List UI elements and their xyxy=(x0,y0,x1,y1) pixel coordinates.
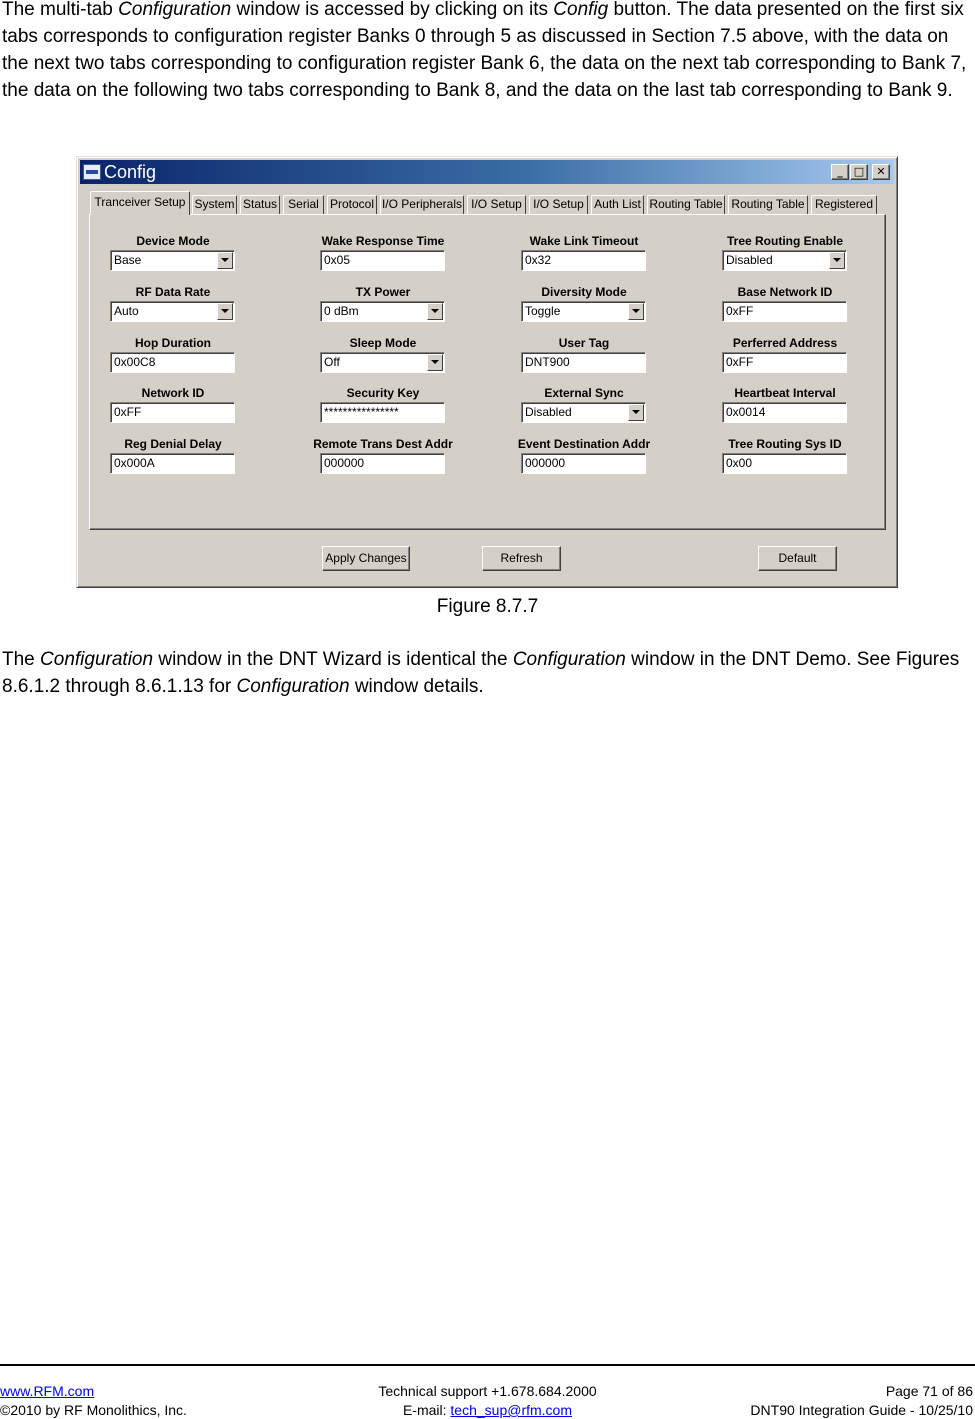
email-link[interactable]: tech_sup@rfm.com xyxy=(450,1402,573,1418)
diversity-mode-value: Toggle xyxy=(525,304,561,318)
tab-serial[interactable]: Serial xyxy=(283,195,324,214)
copyright-text: ©2010 by RF Monolithics, Inc. xyxy=(0,1402,187,1418)
tree-routing-sys-id-value: 0x00 xyxy=(726,456,753,470)
sleep-mode-label: Sleep Mode xyxy=(349,336,417,350)
heartbeat-interval-value: 0x0014 xyxy=(726,405,766,419)
network-id-value: 0xFF xyxy=(114,405,142,419)
reg-denial-delay-value: 0x000A xyxy=(114,456,155,470)
window-title: Config xyxy=(104,162,157,182)
tab-routing-table[interactable]: Routing Table xyxy=(647,195,725,214)
tx-power-label: TX Power xyxy=(355,285,411,299)
app-icon xyxy=(83,164,101,180)
external-sync-label: External Sync xyxy=(544,386,624,400)
tree-routing-enable-select[interactable] xyxy=(722,250,847,271)
base-network-id-value: 0xFF xyxy=(726,304,754,318)
perferred-address-value: 0xFF xyxy=(726,355,754,369)
user-tag-input[interactable] xyxy=(521,352,646,373)
wake-link-timeout-value: 0x32 xyxy=(525,253,552,267)
chevron-down-icon[interactable] xyxy=(628,303,644,320)
device-mode-label: Device Mode xyxy=(136,234,210,248)
device-mode-value: Base xyxy=(114,253,142,267)
sleep-mode-value: Off xyxy=(324,355,340,369)
default-button[interactable]: Default xyxy=(758,546,837,571)
tab-auth-list[interactable]: Auth List xyxy=(591,195,644,214)
perferred-address-input[interactable] xyxy=(722,352,847,373)
close-button[interactable]: ✕ xyxy=(872,164,890,180)
rf-data-rate-select[interactable] xyxy=(110,301,235,322)
diversity-mode-select[interactable] xyxy=(521,301,646,322)
remote-trans-dest-addr-label: Remote Trans Dest Addr xyxy=(313,437,453,451)
base-network-id-label: Base Network ID xyxy=(737,285,833,299)
apply-changes-button[interactable]: Apply Changes xyxy=(322,546,410,571)
event-destination-addr-label: Event Destination Addr xyxy=(517,437,651,451)
heartbeat-interval-input[interactable] xyxy=(722,402,847,423)
page-number: Page 71 of 86 xyxy=(885,1383,973,1399)
chevron-down-icon[interactable] xyxy=(628,404,644,421)
tab-i-o-setup[interactable]: I/O Setup xyxy=(467,195,526,214)
support-phone: Technical support +1.678.684.2000 xyxy=(378,1383,597,1399)
security-key-label: Security Key xyxy=(346,386,420,400)
perferred-address-label: Perferred Address xyxy=(732,336,838,350)
rf-data-rate-label: RF Data Rate xyxy=(135,285,211,299)
user-tag-label: User Tag xyxy=(558,336,610,350)
title-bar[interactable] xyxy=(80,160,894,184)
footer-rule xyxy=(0,1364,975,1366)
intro-paragraph: The multi-tab Configuration window is accessed by clicking on its Config button. The data presented on the first six tabs corresponds to configuration register Banks 0 through 5 as discussed in Section 7.5 above, with the data on the next two tabs corresponding to configuration register Bank 6, the data on the next tab corresponding to Bank 7, the data on the following two tabs corresponding to Bank 8, and the data on the last tab corresponding to Bank 9. xyxy=(2,0,967,101)
tab-i-o-peripherals[interactable]: I/O Peripherals xyxy=(380,195,464,214)
hop-duration-input[interactable] xyxy=(110,352,235,373)
tx-power-value: 0 dBm xyxy=(324,304,359,318)
reg-denial-delay-input[interactable] xyxy=(110,453,235,474)
minimize-button[interactable]: _ xyxy=(831,164,849,180)
tab-protocol[interactable]: Protocol xyxy=(327,195,377,214)
maximize-button[interactable]: □ xyxy=(850,164,868,180)
closing-paragraph: The Configuration window in the DNT Wizard is identical the Configuration window in the DNT Demo. See Figures 8.6.1.2 through 8.6.1.13 for Configuration window details. xyxy=(2,649,960,697)
tab-routing-table-2[interactable]: Routing Table xyxy=(728,195,808,214)
figure-caption: Figure 8.7.7 xyxy=(436,596,539,617)
email-line: E-mail: tech_sup@rfm.com xyxy=(402,1402,573,1418)
tree-routing-enable-value: Disabled xyxy=(726,253,773,267)
refresh-button[interactable]: Refresh xyxy=(482,546,561,571)
hop-duration-value: 0x00C8 xyxy=(114,355,156,369)
network-id-label: Network ID xyxy=(141,386,205,400)
tab-status[interactable]: Status xyxy=(240,195,280,214)
chevron-down-icon[interactable] xyxy=(427,354,443,371)
wake-link-timeout-input[interactable] xyxy=(521,250,646,271)
remote-trans-dest-addr-value: 000000 xyxy=(324,456,365,470)
sleep-mode-select[interactable] xyxy=(320,352,445,373)
chevron-down-icon[interactable] xyxy=(829,252,845,269)
config-window xyxy=(76,156,898,588)
tab-system[interactable]: System xyxy=(192,195,237,214)
tree-routing-enable-label: Tree Routing Enable xyxy=(726,234,843,248)
wake-response-time-input[interactable] xyxy=(320,250,445,271)
security-key-value: **************** xyxy=(324,405,399,419)
chevron-down-icon[interactable] xyxy=(427,303,443,320)
external-sync-select[interactable] xyxy=(521,402,646,423)
user-tag-value: DNT900 xyxy=(525,355,570,369)
event-destination-addr-input[interactable] xyxy=(521,453,646,474)
tree-routing-sys-id-label: Tree Routing Sys ID xyxy=(728,437,842,451)
rf-data-rate-value: Auto xyxy=(114,304,139,318)
document-title: DNT90 Integration Guide - 10/25/10 xyxy=(750,1402,973,1418)
base-network-id-input[interactable] xyxy=(722,301,847,322)
diversity-mode-label: Diversity Mode xyxy=(541,285,627,299)
event-destination-addr-value: 000000 xyxy=(525,456,566,470)
tab-registered[interactable]: Registered xyxy=(811,195,877,214)
wake-link-timeout-label: Wake Link Timeout xyxy=(529,234,639,248)
device-mode-select[interactable] xyxy=(110,250,235,271)
external-sync-value: Disabled xyxy=(525,405,572,419)
security-key-input[interactable] xyxy=(320,402,445,423)
tx-power-select[interactable] xyxy=(320,301,445,322)
remote-trans-dest-addr-input[interactable] xyxy=(320,453,445,474)
tab-tranceiver-setup[interactable]: Tranceiver Setup xyxy=(90,191,190,215)
chevron-down-icon[interactable] xyxy=(217,303,233,320)
tab-i-o-setup-2[interactable]: I/O Setup xyxy=(529,195,588,214)
wake-response-time-label: Wake Response Time xyxy=(321,234,445,248)
wake-response-time-value: 0x05 xyxy=(324,253,351,267)
chevron-down-icon[interactable] xyxy=(217,252,233,269)
network-id-input[interactable] xyxy=(110,402,235,423)
hop-duration-label: Hop Duration xyxy=(135,336,211,350)
reg-denial-delay-label: Reg Denial Delay xyxy=(124,437,222,451)
tree-routing-sys-id-input[interactable] xyxy=(722,453,847,474)
website-link[interactable]: www.RFM.com xyxy=(0,1383,95,1399)
heartbeat-interval-label: Heartbeat Interval xyxy=(734,386,836,400)
